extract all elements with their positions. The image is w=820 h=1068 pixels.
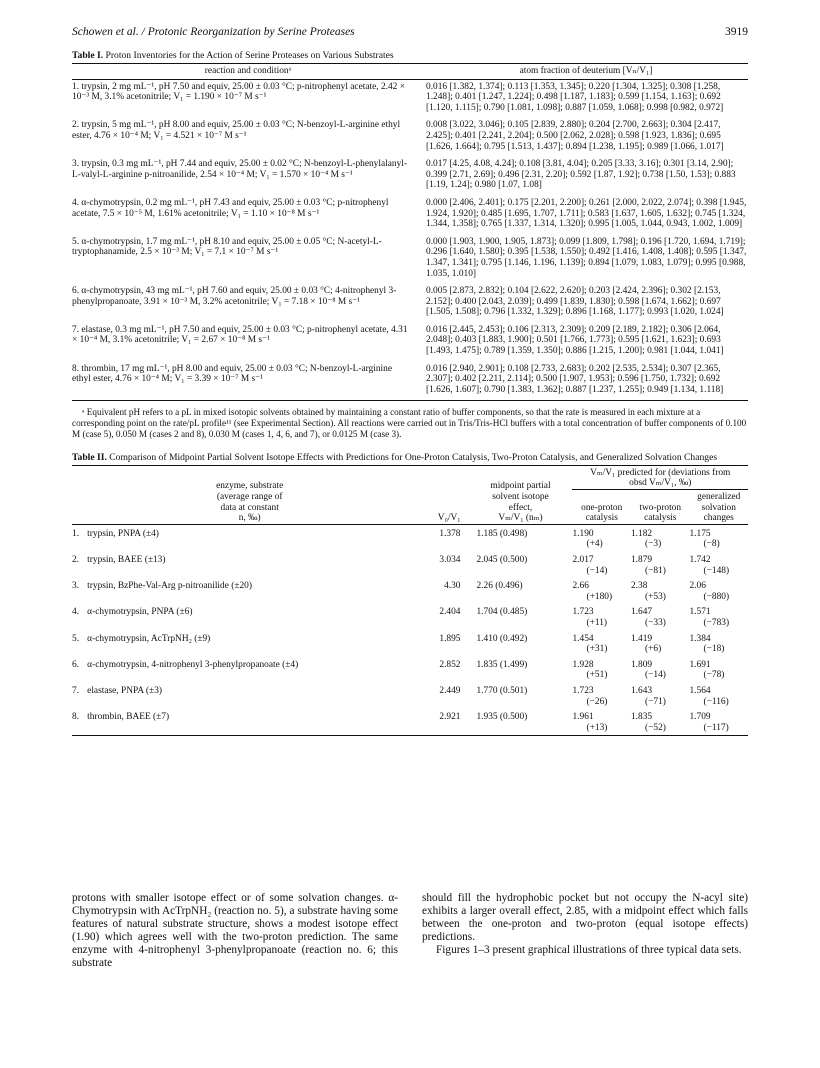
header-line: solvation [701,502,736,513]
table1-data: 0.016 [2.940, 2.901]; 0.108 [2.733, 2.683]; 0.202 [2.535, 2.534]; 0.307 [2.365, 2.307]; 0.402 [2.211, 2.114]; 0.500 [1.907, 1.953]; 0.596 [1.750, 1.732]; 0.692 [1.626, 1.607]; 0.790 [1.383, 1.362]; 0.887 [1.237, 1.255]; 0.949 [1.134, 1.118] [426,363,724,395]
table2-two-proton-deviation: (−3) [644,539,662,550]
table1-data: 0.016 [1.382, 1.374]; 0.113 [1.353, 1.345]; 0.220 [1.304, 1.325]; 0.308 [1.258, 1.248]; 0.401 [1.247, 1.224]; 0.498 [1.187, 1.183]; 0.599 [1.154, 1.163]; 0.692 [1.120, 1.115]; 0.790 [1.081, 1.098]; 0.887 [1.059, 1.068]; 0.998 [0.982, 0.972] [426,81,724,113]
running-title: Schowen et al. / Protonic Reorganization by Serine Proteases [72,26,355,38]
table2-row-number: 4. [72,607,80,618]
table2-generalized-deviation: (−116) [703,696,729,707]
table2-two-proton-deviation: (−71) [644,696,666,707]
table1-col1-header: reaction and conditionᵃ [72,64,424,79]
table1-condition: 3. trypsin, 0.3 mg mL⁻¹, pH 7.44 and equiv, 25.00 ± 0.02 °C; N-benzoyl-L-phenylalanyl-L-valyl-L-arginine p-nitroanilide, 2.54 × 10⁻⁴ M; V₁ = 1.570 × 10⁻⁴ M s⁻¹ [72,159,408,180]
table2-generalized-cell [689,552,748,578]
table2-one-proton-deviation: (+4) [586,539,603,550]
table1-data: 0.005 [2.873, 2.832]; 0.104 [2.622, 2.620]; 0.203 [2.424, 2.396]; 0.302 [2.153, 2.152]; 0.400 [2.043, 2.039]; 0.499 [1.839, 1.830]; 0.598 [1.674, 1.662]; 0.697 [1.505, 1.508]; 0.796 [1.332, 1.329]; 0.896 [1.168, 1.177]; 0.993 [1.020, 1.024] [426,286,724,318]
table2-midpoint-value: 2.26 (0.496) [476,581,523,592]
table2-v0-value: 1.895 [439,633,461,644]
table2-generalized-cell [689,683,748,709]
table1-condition: 5. α-chymotrypsin, 1.7 mg mL⁻¹, pH 8.10 and equiv, 25.00 ± 0.05 °C; N-acetyl-L-tryptophanamide, 2.5 × 10⁻³ M; V₁ = 7.1 × 10⁻⁷ M s⁻¹ [72,236,382,258]
table1-row [72,196,748,235]
table2-one-proton-cell [572,526,631,552]
table2-two-proton-value: 1.647 [630,607,653,618]
running-header [72,26,748,44]
table2-two-proton-cell [631,683,690,709]
table2-one-proton-cell [572,657,631,683]
table2-row-number: 8. [72,712,80,723]
header-line: enzyme, substrate [216,481,284,492]
table2-generalized-deviation: (−148) [703,565,730,576]
table1-data: 0.008 [3.022, 3.046]; 0.105 [2.839, 2.880]; 0.204 [2.700, 2.663]; 0.304 [2.417, 2.425]; 0.401 [2.241, 2.204]; 0.500 [2.062, 2.028]; 0.598 [1.923, 1.836]; 0.695 [1.626, 1.664]; 0.795 [1.513, 1.437]; 0.894 [1.238, 1.195]; 0.989 [1.066, 1.017] [426,120,724,152]
table2-one-proton-value: 1.961 [572,712,594,723]
table2-caption [72,452,748,463]
header-line: two-proton [639,502,682,513]
table2-generalized-value: 1.384 [689,633,711,644]
table2-enzyme-substrate: α-chymotrypsin, PNPA (±6) [87,607,193,618]
table1-col2-header: atom fraction of deuterium [Vₙ/V₁] [424,64,748,79]
header-line: generalized [697,492,741,503]
table2-two-proton-value: 2.38 [630,581,648,592]
table2-predicted-header [572,466,748,490]
table1-footnote: ᵃ Equivalent pH refers to a pL in mixed isotopic solvents obtained by maintaining a constant ratio of buffer components, so that the rate is measured in each mixture at a corresponding point on the rate/pL profile¹¹ (see Experimental Section). All reactions were carried out in Tris/Tris-HCl buffers with a total concentration of buffer components of 0.100 M (case 5), 0.050 M (cases 2 and 8), 0.030 M (cases 1, 4, 6, and 7), or 0.0125 M (case 3). [72,407,747,440]
table2-midpoint-value: 2.045 (0.500) [476,554,528,565]
table2-two-proton-value: 1.809 [630,659,653,670]
table2-generalized-value: 1.571 [689,607,711,618]
header-line: midpoint partial [490,481,551,492]
table2-midpoint-value: 1.835 (1.499) [476,659,528,670]
table2-two-proton-deviation: (−81) [644,565,666,576]
table2-v0-value: 4.30 [444,581,461,592]
table2-two-proton-value: 1.643 [630,685,653,696]
body-paragraph: Figures 1–3 present graphical illustrations of three typical data sets. [436,944,742,956]
table2-two-proton-deviation: (−14) [644,670,666,681]
table2-enzyme-substrate: trypsin, BAEE (±13) [87,554,166,565]
table2-generalized-cell [689,631,748,657]
table2-generalized-cell [689,657,748,683]
table2-generalized-cell [689,709,748,735]
table2-generalized-deviation: (−8) [703,539,720,550]
table1-row [72,362,748,401]
table2-two-proton-deviation: (+6) [644,644,662,655]
table2-midpoint-value: 1.704 (0.485) [476,607,528,618]
table2-row-number: 5. [72,633,80,644]
table2-generalized-deviation: (−117) [703,722,729,733]
table2-row-number: 2. [72,554,80,565]
table1-condition: 4. α-chymotrypsin, 0.2 mg mL⁻¹, pH 7.43 and equiv, 25.00 ± 0.03 °C; p-nitrophenyl acetate, 7.5 × 10⁻⁵ M, 1.61% acetonitrile; V₁ = 1.10 × 10⁻⁸ M s⁻¹ [72,197,389,219]
table2-v0-value: 3.034 [439,554,461,565]
table2-midpoint-value: 1.770 (0.501) [476,685,528,696]
table1-data: 0.000 [1.903, 1.900, 1.905, 1.873]; 0.099 [1.809, 1.798]; 0.196 [1.720, 1.694, 1.719]; 0.296 [1.640, 1.580]; 0.395 [1.538, 1.550]; 0.492 [1.416, 1.408, 1.408]; 0.595 [1.347, 1.347, 1.341]; 0.795 [1.146, 1.196, 1.139]; 0.894 [1.079, 1.083, 1.079]; 0.995 [0.988, 1.035, 1.010] [426,236,747,279]
table2-generalized-deviation: (−783) [703,617,730,628]
table2-one-proton-deviation: (+11) [586,617,608,628]
table1-bottom-rule [72,400,748,401]
table2-generalized-value: 2.06 [689,581,706,592]
table1-label: Table I. [72,50,104,61]
table2-enzyme-substrate: α-chymotrypsin, 4-nitrophenyl 3-phenylpropanoate (±4) [87,659,299,670]
header-line: n, ‰) [238,513,261,524]
table2-enzyme-substrate: elastase, PNPA (±3) [87,685,163,696]
table2-v0-value: 2.404 [439,607,461,618]
table2-generalized-deviation: (−18) [703,644,725,655]
table2-generalized-deviation: (−880) [703,591,730,602]
table2-one-proton-deviation: (−26) [586,696,608,707]
table2-two-proton-value: 1.182 [630,528,653,539]
table2-row-number: 3. [72,581,80,592]
table2-two-proton-deviation: (−52) [644,722,666,733]
table2-two-proton-cell [631,526,690,552]
table2-one-proton-deviation: (+13) [586,722,608,733]
table1-condition: 1. trypsin, 2 mg mL⁻¹, pH 7.50 and equiv, 25.00 ± 0.03 °C; p-nitrophenyl acetate, 2.42 × 10⁻³ M, 3.1% acetonitrile; V₁ = 1.190 × 10⁻⁷ M s⁻¹ [72,81,406,103]
table2-two-proton-cell [631,604,690,630]
table2-two-proton-value: 1.419 [630,633,653,644]
table2-one-proton-value: 1.190 [572,528,594,539]
table2-two-proton-cell [631,709,690,735]
table2-two-proton-value: 1.879 [630,554,653,565]
table1-data: 0.016 [2.445, 2.453]; 0.106 [2.313, 2.309]; 0.209 [2.189, 2.182]; 0.306 [2.064, 2.048]; 0.403 [1.883, 1.900]; 0.501 [1.766, 1.773]; 0.595 [1.621, 1.623]; 0.693 [1.493, 1.475]; 0.789 [1.359, 1.350]; 0.886 [1.215, 1.200]; 0.981 [1.044, 1.041] [426,324,724,357]
table2-one-proton-value: 2.017 [572,554,594,565]
table1-condition: 8. thrombin, 17 mg mL⁻¹, pH 8.00 and equiv, 25.00 ± 0.03 °C; N-benzoyl-L-arginine ethyl ester, 4.76 × 10⁻⁴ M; V₁ = 3.39 × 10⁻⁷ M s⁻¹ [72,363,392,385]
table2-one-proton-deviation: (+51) [586,670,608,681]
table1-caption-text: Proton Inventories for the Action of Serine Proteases on Various Substrates [105,50,394,61]
header-line: catalysis [644,513,677,524]
table2-one-proton-deviation: (+180) [586,591,613,602]
header-line: catalysis [585,513,618,524]
table2-generalized-value: 1.742 [689,554,711,565]
table1-caption [72,50,748,61]
table2-one-proton-value: 1.723 [572,685,594,696]
table2-enzyme-substrate: thrombin, BAEE (±7) [87,712,170,723]
table2-midpoint-header [468,466,572,524]
table2-row-number: 6. [72,659,80,670]
table2-two-proton-cell [631,578,690,604]
table2-v0-value: 2.852 [439,659,461,670]
table2-one-proton-value: 1.723 [572,607,594,618]
table2-generalized-value: 1.564 [689,685,711,696]
table2-generalized-cell [689,578,748,604]
table2-generalized-value: 1.691 [689,659,711,670]
table2-two-proton-header [631,490,690,525]
body-column-right [422,892,748,970]
table2-one-proton-deviation: (−14) [586,565,608,576]
table2-row [72,709,748,735]
table2-one-proton-cell [572,604,631,630]
table2-v0-value: 1.378 [439,528,461,539]
table1-condition: 6. α-chymotrypsin, 43 mg mL⁻¹, pH 7.60 and equiv, 25.00 ± 0.03 °C; 4-nitrophenyl 3-phenylpropanoate, 3.91 × 10⁻³ M, 3.2% acetonitrile; V₁ = 7.18 × 10⁻⁸ M s⁻¹ [72,286,397,307]
table2-generalized-deviation: (−78) [703,670,725,681]
table2-generalized-value: 1.709 [689,712,711,723]
table2-row [72,526,748,552]
table2-row [72,604,748,630]
header-line: solvent isotope [492,492,549,503]
table2-enzyme-substrate: trypsin, PNPA (±4) [87,528,159,539]
table2-two-proton-value: 1.835 [630,712,653,723]
table1-row [72,235,748,284]
header-line: obsd Vₘ/V₁, ‰) [629,478,692,489]
table2-two-proton-cell [631,657,690,683]
header-line: effect, [508,502,533,513]
table2-generalized-cell [689,604,748,630]
table2-row [72,578,748,604]
table2-one-proton-value: 1.928 [572,659,594,670]
table2-one-proton-deviation: (+31) [586,644,608,655]
table2-midpoint-value: 1.935 (0.500) [476,712,528,723]
table2-enzyme-header [87,466,412,524]
body-text [72,892,748,970]
table2-one-proton-cell [572,631,631,657]
table2-one-proton-cell [572,552,631,578]
table1-data: 0.017 [4.25, 4.08, 4.24]; 0.108 [3.81, 4.04]; 0.205 [3.33, 3.16]; 0.301 [3.14, 2.90]; 0.399 [2.71, 2.69]; 0.496 [2.31, 2.20]; 0.592 [1.87, 1.92]; 0.738 [1.50, 1.53]; 0.883 [1.19, 1.24]; 0.980 [1.07, 1.08] [426,159,736,191]
table2-v0-value: 2.449 [439,685,461,696]
table1-data: 0.000 [2.406, 2.401]; 0.175 [2.201, 2.200]; 0.261 [2.000, 2.022, 2.074]; 0.398 [1.945, 1.924, 1.920]; 0.485 [1.695, 1.707, 1.711]; 0.583 [1.637, 1.605, 1.632]; 0.745 [1.324, 1.344, 1.358]; 0.765 [1.337, 1.314, 1.320]; 0.995 [1.005, 1.044, 0.943, 1.002, 1.009] [426,197,747,230]
table2-one-proton-cell [572,683,631,709]
table1-row [72,323,748,362]
body-paragraph: should fill the hydrophobic pocket but not occupy the N-acyl site) exhibits a larger overall effect, 2.85, with a midpoint effect which falls between the one-proton and two-proton (equal isotope effects) predictions. [422,892,748,943]
table1-row [72,118,748,157]
table2-two-proton-deviation: (+53) [644,591,666,602]
table2-two-proton-cell [631,631,690,657]
body-column-left: protons with smaller isotope effect or of some solvation changes. α-Chymotrypsin with AcTrpNH₂ (reaction no. 5), a substrate having some features of natural substrate structure, shows a modest isotope effect (1.90) which agrees well with the two-proton prediction. The same enzyme with 4-nitrophenyl 3-phenylpropanoate (reaction no. 6; this substrate [72,892,398,969]
header-line: data at constant [220,502,279,513]
table2-two-proton-cell [631,552,690,578]
header-line: (average range of [216,492,283,503]
table2 [72,466,748,735]
table1-condition: 7. elastase, 0.3 mg mL⁻¹, pH 7.50 and equiv, 25.00 ± 0.03 °C; p-nitrophenyl acetate, 4.31 × 10⁻⁴ M, 3.1% acetonitrile; V₁ = 2.67 × 10⁻⁸ M s⁻¹ [72,324,408,346]
table2-row [72,631,748,657]
table1-condition: 2. trypsin, 5 mg mL⁻¹, pH 8.00 and equiv, 25.00 ± 0.03 °C; N-benzoyl-L-arginine ethyl ester, 4.76 × 10⁻⁴ M; V₁ = 4.521 × 10⁻⁷ M s⁻¹ [72,120,401,141]
table2-one-proton-value: 1.454 [572,633,594,644]
table2-caption-text: Comparison of Midpoint Partial Solvent Isotope Effects with Predictions for One-Proton Catalysis, Two-Proton Catalysis, and Generalized Solvation Changes [109,451,718,463]
table2-row-number: 7. [72,685,80,696]
table2-v0-value: 2.921 [439,712,461,723]
table2-generalized-cell [689,526,748,552]
table2-midpoint-value: 1.185 (0.498) [476,528,528,539]
table2-enzyme-substrate: trypsin, BzPhe-Val-Arg p-nitroanilide (±20) [87,581,252,592]
header-line: changes [703,513,734,524]
table1-row [72,157,748,196]
table2-midpoint-value: 1.410 (0.492) [476,633,528,644]
table2-v0-header: V₀/V₁ [437,513,461,524]
table2-two-proton-deviation: (−33) [644,617,666,628]
table2-row [72,683,748,709]
table2-row [72,657,748,683]
table2-row [72,552,748,578]
table1-row [72,79,748,118]
table2-one-proton-value: 2.66 [572,581,589,592]
page-number: 3919 [725,26,748,38]
header-line: one-proton [581,502,623,513]
table1 [72,64,748,400]
table2-generalized-value: 1.175 [689,528,711,539]
table2-one-proton-cell [572,578,631,604]
table2-row-number: 1. [72,528,80,539]
table2-label: Table II. [72,451,107,463]
header-line: Vₘ/V₁ (nₘ) [498,513,543,524]
table2-generalized-header [689,490,748,525]
table2-bottom-rule [72,735,748,736]
header-line: Vₘ/V₁ predicted for (deviations from [590,467,731,478]
table2-one-proton-cell [572,709,631,735]
journal-page [72,26,748,736]
table2-enzyme-substrate: α-chymotrypsin, AcTrpNH₂ (±9) [87,633,211,644]
table2-one-proton-header [572,490,631,525]
table1-row [72,284,748,323]
